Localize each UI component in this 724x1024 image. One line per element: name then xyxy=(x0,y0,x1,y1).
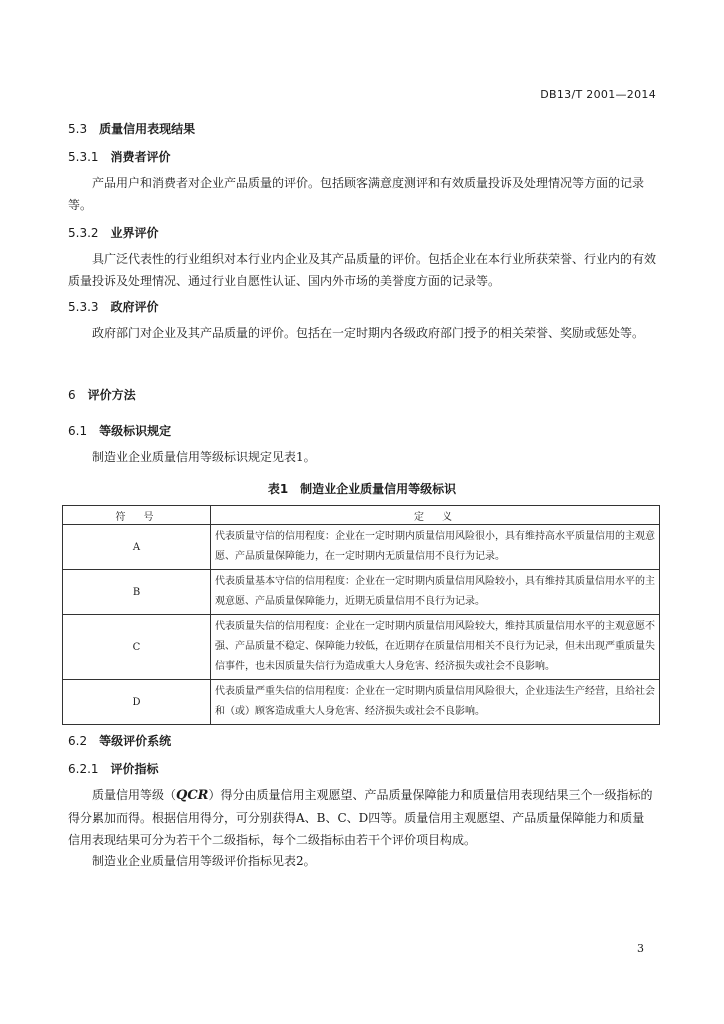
section-title: 评价方法 xyxy=(87,388,136,402)
section-number: 5.3.1 xyxy=(68,150,99,164)
heading-6-2-1 xyxy=(68,760,159,777)
grade-symbol: D xyxy=(63,680,211,725)
section-title: 等级评价系统 xyxy=(99,734,172,748)
grade-symbol: C xyxy=(63,615,211,680)
table-row xyxy=(63,680,660,725)
standard-code: DB13/T 2001—2014 xyxy=(540,88,656,101)
grade-definition: 代表质量严重失信的信用程度：企业在一定时期内质量信用风险很大，企业违法生产经营，且给社会和（或）顾客造成重大人身危害、经济损失或社会不良影响。 xyxy=(211,680,660,725)
grade-symbol: B xyxy=(63,570,211,615)
heading-5-3-1 xyxy=(68,148,171,165)
section-number: 6 xyxy=(68,388,76,402)
section-number: 5.3.3 xyxy=(68,300,99,314)
page-number: 3 xyxy=(637,942,644,955)
section-title: 质量信用表现结果 xyxy=(99,122,196,136)
section-number: 6.2 xyxy=(68,734,88,748)
paragraph-table2-reference: 制造业企业质量信用等级评价指标见表2。 xyxy=(92,854,316,868)
grade-definition: 代表质量失信的信用程度：企业在一定时期内质量信用风险较大，维持其质量信用水平的主观意愿不强、产品质量不稳定、保障能力较低，在近期存在质量信用相关不良行为记录，但未出现严重质量失信事件，也未因质量失信行为造成重大人身危害、经济损失或社会不良影响。 xyxy=(211,615,660,680)
grade-definition: 代表质量基本守信的信用程度：企业在一定时期内质量信用风险较小，具有维持其质量信用水平的主观意愿、产品质量保障能力，近期无质量信用不良行为记录。 xyxy=(211,570,660,615)
text-segment: 质量信用等级（ xyxy=(92,788,177,802)
heading-5-3-2 xyxy=(68,224,159,241)
grade-table xyxy=(62,505,660,725)
heading-6 xyxy=(68,386,136,403)
text-segment: ）得分由质量信用主观愿望、产品质量保障能力和质量信用表现结果三个一级指标的得分累加而得。根据信用得分，可分别获得A、B、C、D四等。质量信用主观愿望、产品质量保障能力和质量信用表现结果可分为若干个二级指标，每个二级指标由若干个评价项目构成。 xyxy=(68,788,653,847)
table-row xyxy=(63,615,660,680)
table-header-row xyxy=(63,506,660,525)
section-number: 5.3 xyxy=(68,122,88,136)
table-caption: 表1 制造业企业质量信用等级标识 xyxy=(267,482,457,496)
paragraph-consumer-evaluation: 产品用户和消费者对企业产品质量的评价。包括顾客满意度测评和有效质量投诉及处理情况等方面的记录等。 xyxy=(68,176,645,212)
section-number: 6.2.1 xyxy=(68,762,99,776)
heading-5-3 xyxy=(68,120,195,137)
heading-5-3-3 xyxy=(68,298,159,315)
section-title: 政府评价 xyxy=(110,300,159,314)
paragraph-evaluation-indicators xyxy=(68,784,656,851)
section-title: 业界评价 xyxy=(110,226,159,240)
header-symbol: 符 号 xyxy=(63,506,211,525)
section-title: 等级标识规定 xyxy=(99,424,172,438)
paragraph-table-reference: 制造业企业质量信用等级标识规定见表1。 xyxy=(92,450,316,464)
section-title: 消费者评价 xyxy=(110,150,171,164)
heading-6-1 xyxy=(68,422,171,439)
heading-6-2 xyxy=(68,732,171,749)
table-row xyxy=(63,570,660,615)
paragraph-industry-evaluation: 具广泛代表性的行业组织对本行业内企业及其产品质量的评价。包括企业在本行业所获荣誉、行业内的有效质量投诉及处理情况、通过行业自愿性认证、国内外市场的美誉度方面的记录等。 xyxy=(68,252,657,288)
paragraph-government-evaluation: 政府部门对企业及其产品质量的评价。包括在一定时期内各级政府部门授予的相关荣誉、奖励或惩处等。 xyxy=(92,326,645,340)
qcr-symbol: QCR xyxy=(176,788,209,803)
table-row xyxy=(63,525,660,570)
grade-symbol: A xyxy=(63,525,211,570)
section-title: 评价指标 xyxy=(110,762,159,776)
header-definition: 定 义 xyxy=(211,506,660,525)
section-number: 5.3.2 xyxy=(68,226,99,240)
section-number: 6.1 xyxy=(68,424,88,438)
grade-definition: 代表质量守信的信用程度：企业在一定时期内质量信用风险很小，具有维持高水平质量信用的主观意愿、产品质量保障能力，在一定时期内无质量信用不良行为记录。 xyxy=(211,525,660,570)
